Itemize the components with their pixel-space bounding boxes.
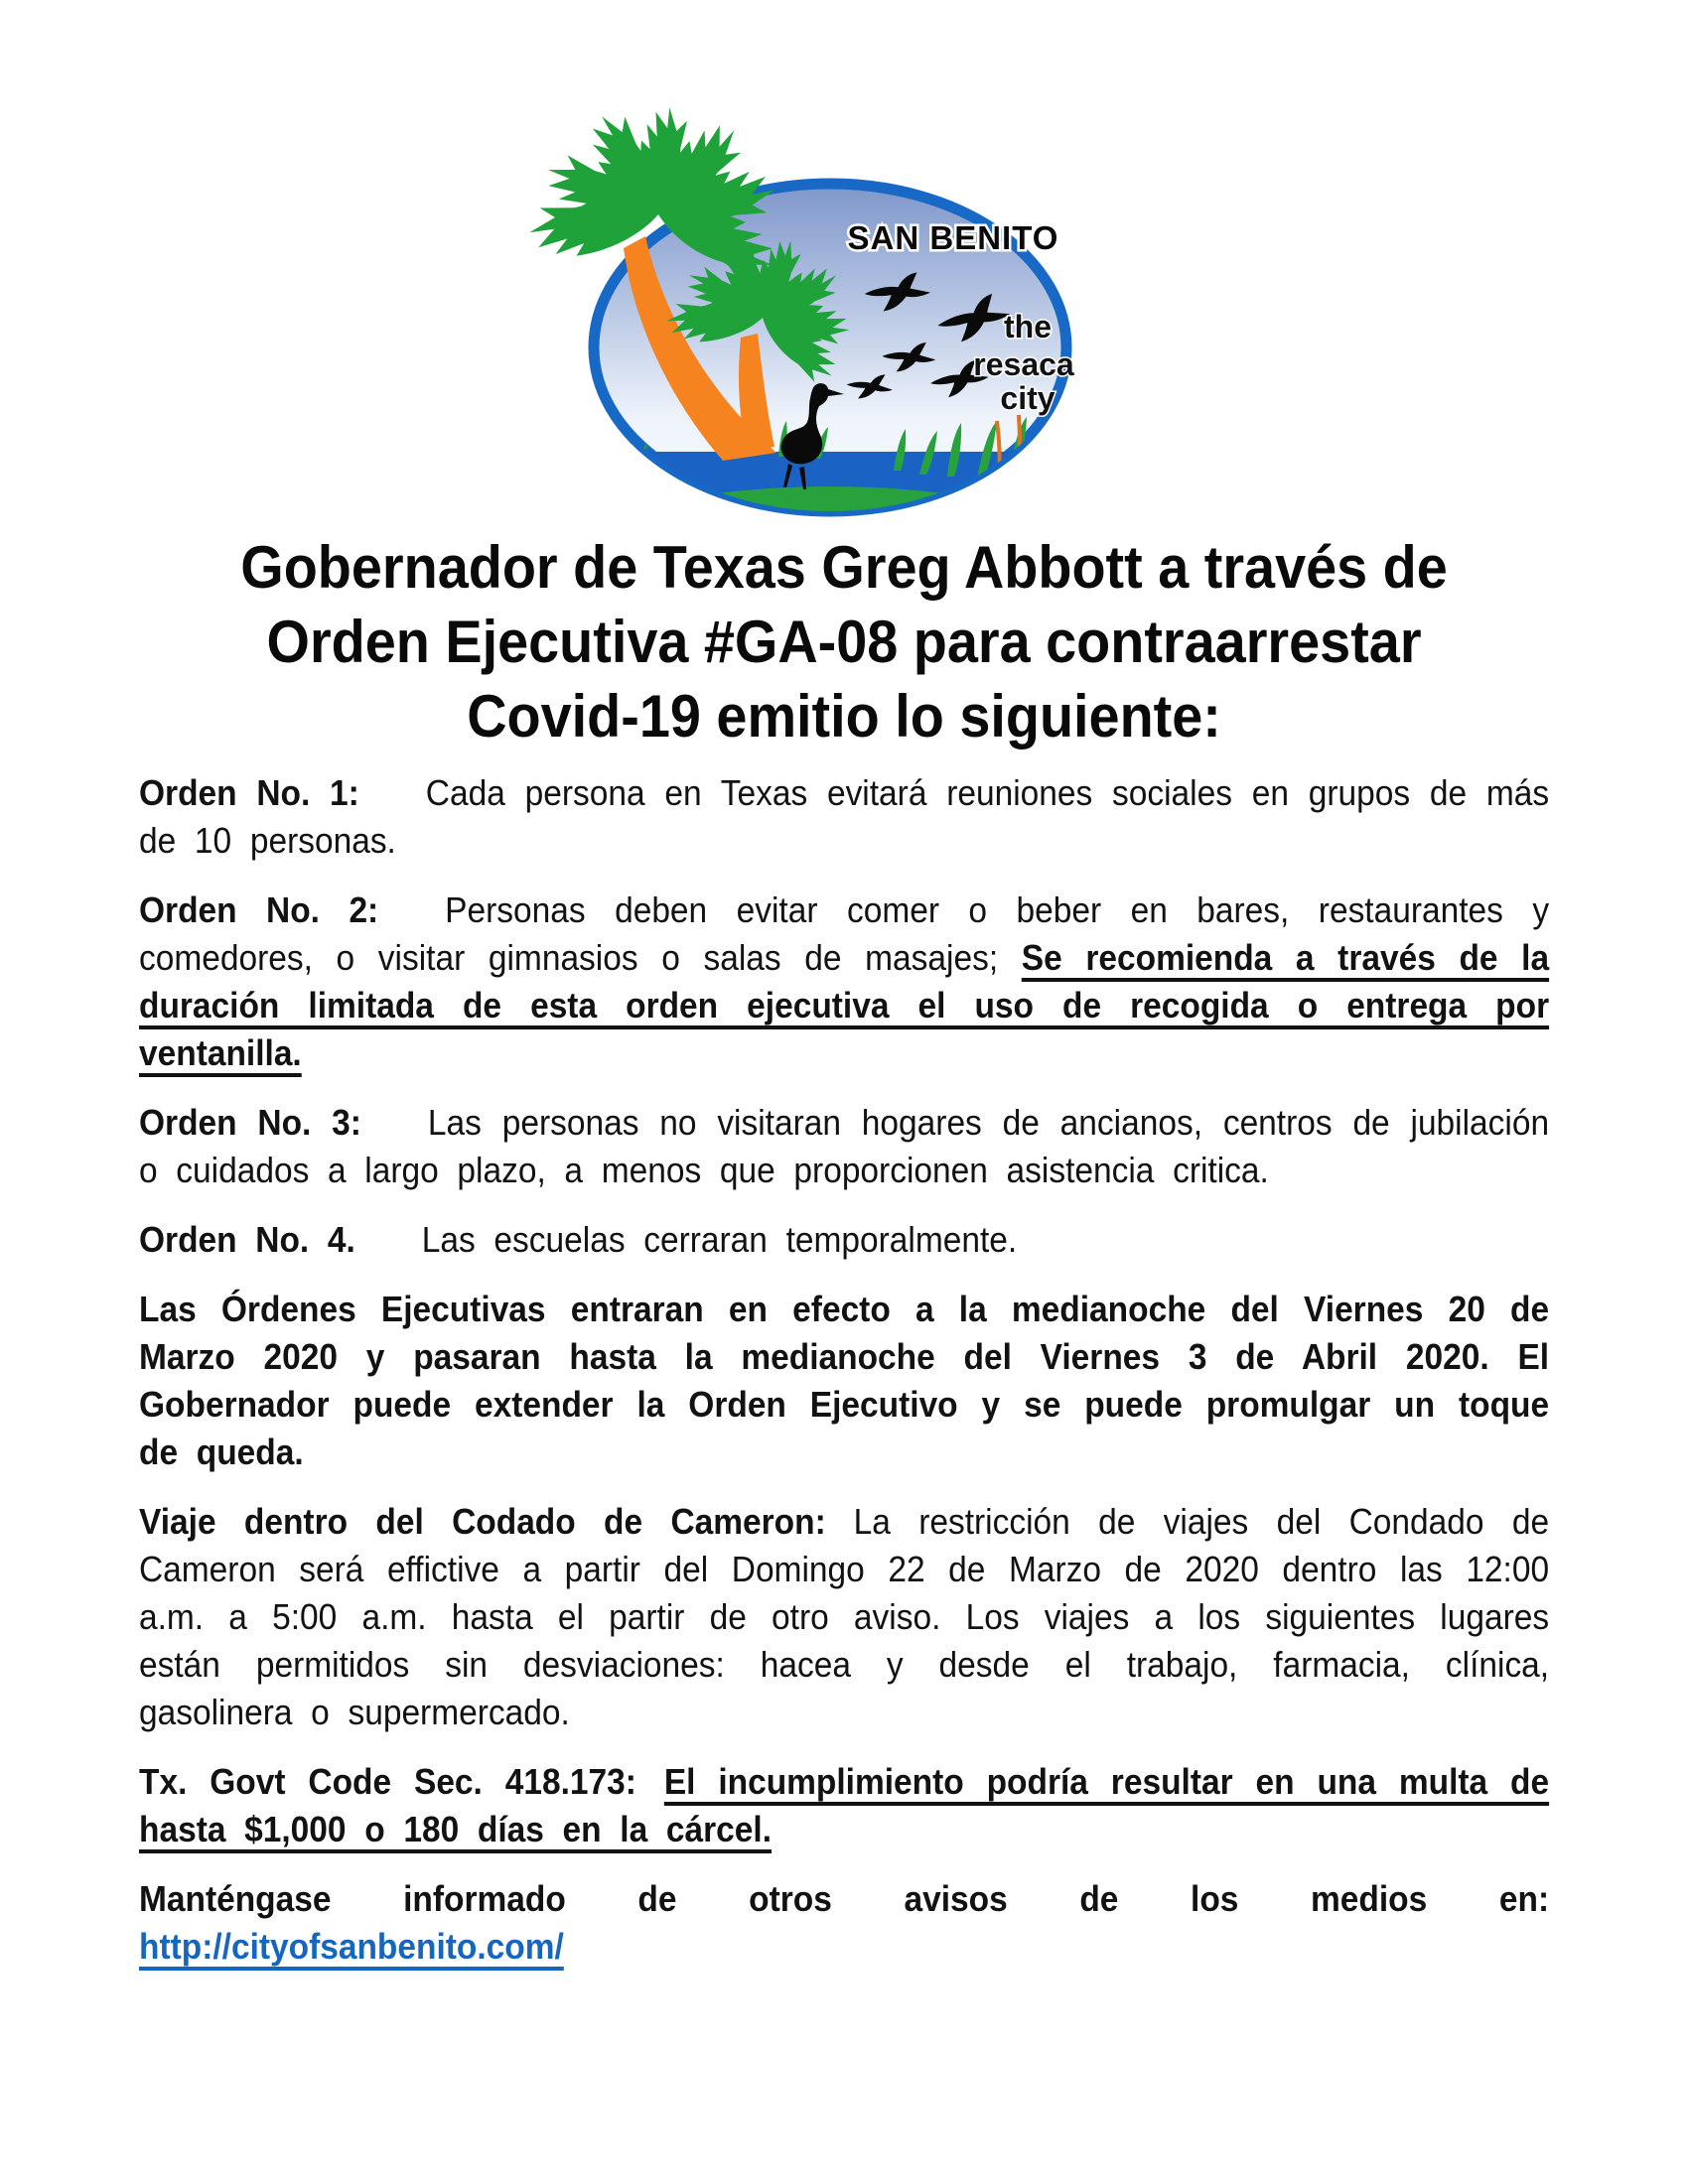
penalty-emphasis: El incumplimiento podría resultar en una multa de hasta $1,000 o 180 días en la cárcel.	[139, 1761, 1550, 1849]
order-2-label: Orden No. 2:	[139, 889, 379, 930]
order-3-label: Orden No. 3:	[139, 1102, 361, 1143]
title-line: Covid-19 emitio lo siguiente:	[467, 683, 1221, 750]
logo-tagline-line: resaca	[973, 346, 1074, 382]
order-4-text: Las escuelas cerraran temporalmente.	[421, 1219, 1018, 1260]
penalty-label: Tx. Govt Code Sec. 418.173:	[139, 1761, 636, 1802]
page-title	[139, 530, 1549, 753]
travel-restriction-text: La restricción de viajes del Condado de Cameron será effictive a partir del Domingo 22 de Marzo de 2020 dentro las 12:00 a.m. a 5:00 a.m. hasta el partir de otro aviso. Los viajes a los siguientes lugares están permitidos sin desviaciones: hacea y desde el trabajo, farmacia, clínica, gasolinera o supermercado.	[139, 1501, 1550, 1732]
order-2-paragraph	[139, 887, 1549, 1077]
order-1-text: Cada persona en Texas evitará reuniones sociales en grupos de más de 10 personas.	[139, 772, 1550, 861]
city-logo	[465, 87, 1075, 518]
title-line: Orden Ejecutiva #GA-08 para contraarrestar	[266, 609, 1422, 675]
order-2-emphasis: Se recomienda a través de la duración limitada de esta orden ejecutiva el uso de recogida o entrega por ventanilla.	[139, 937, 1550, 1073]
order-1-paragraph	[139, 769, 1549, 865]
notice-body	[139, 530, 1549, 1992]
order-2-text: Personas deben evitar comer o beber en bares, restaurantes y comedores, o visitar gimnasios o salas de masajes;	[139, 889, 1550, 978]
logo-tagline-line: the	[1004, 309, 1052, 344]
logo-tagline-line: city	[1000, 380, 1055, 416]
travel-restriction-paragraph	[139, 1498, 1549, 1736]
city-website-link[interactable]: http://cityofsanbenito.com/	[139, 1926, 564, 1967]
order-1-label: Orden No. 1:	[139, 772, 359, 813]
order-3-text: Las personas no visitaran hogares de ancianos, centros de jubilación o cuidados a largo plazo, a menos que proporcionen asistencia critica.	[139, 1102, 1550, 1190]
order-3-paragraph	[139, 1099, 1549, 1194]
stay-informed-paragraph	[139, 1875, 1549, 1971]
travel-restriction-label: Viaje dentro del Codado de Cameron:	[139, 1501, 826, 1542]
order-4-label: Orden No. 4.	[139, 1219, 355, 1260]
penalty-paragraph	[139, 1758, 1549, 1853]
logo-city-name: SAN BENITO	[847, 219, 1059, 256]
effective-dates-paragraph: Las Órdenes Ejecutivas entraran en efecto a la medianoche del Viernes 20 de Marzo 2020 y pasaran hasta la medianoche del Viernes 3 de Abril 2020. El Gobernador puede extender la Orden Ejecutivo y se puede promulgar un toque de queda.	[139, 1289, 1550, 1472]
title-line: Gobernador de Texas Greg Abbott a través de	[240, 534, 1448, 601]
order-4-paragraph	[139, 1216, 1549, 1264]
stay-informed-text: Manténgase informado de otros avisos de los medios en:	[139, 1878, 1550, 1919]
